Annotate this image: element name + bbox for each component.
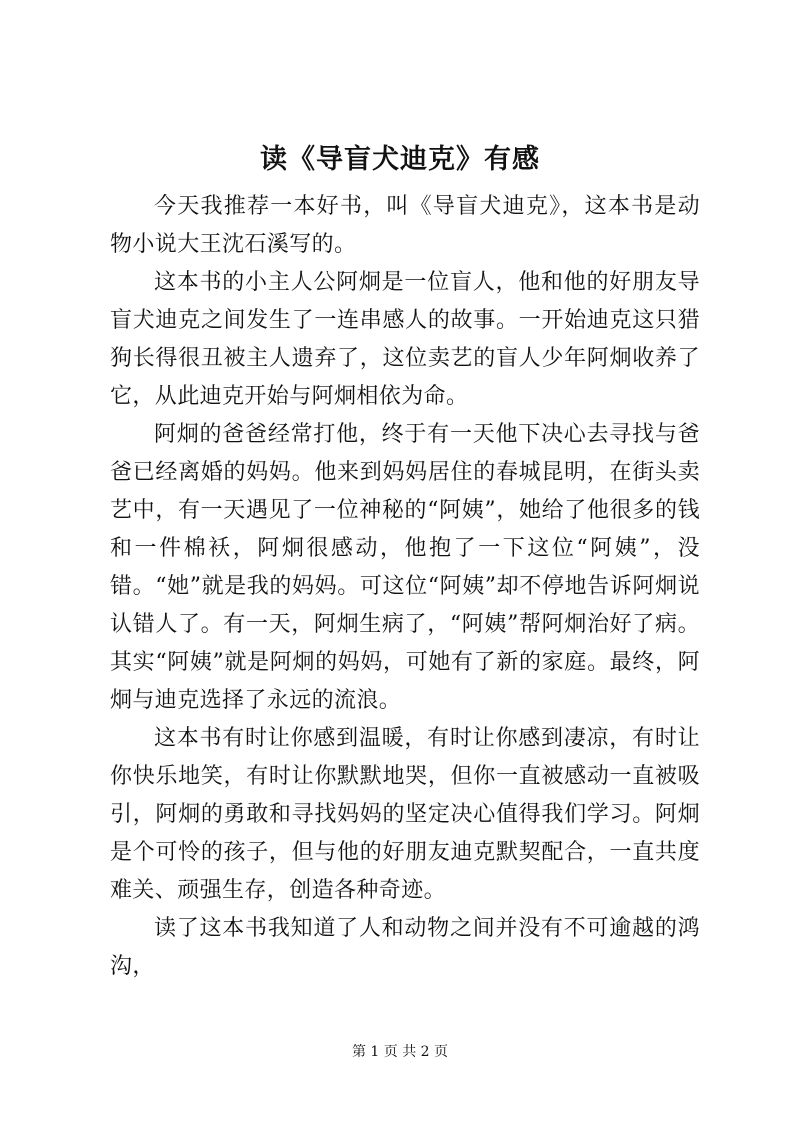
document-title: 读《导盲犬迪克》有感 [260,144,540,175]
paragraph-3: 阿炯的爸爸经常打他，终于有一天他下决心去寻找与爸爸已经离婚的妈妈。他来到妈妈居住的春城昆明，在街头卖艺中，有一天遇见了一位神秘的“阿姨”，她给了他很多的钱和一件棉袄，阿炯很感动，他抱了一下这位“阿姨”，没错。“她”就是我的妈妈。可这位“阿姨”却不停地告诉阿炯说认错人了。有一天，阿炯生病了，“阿姨”帮阿炯治好了病。其实“阿姨”就是阿炯的妈妈，可她有了新的家庭。最终，阿炯与迪克选择了永远的流浪。 [110,422,700,713]
document-body [110,188,700,986]
paragraph-2: 这本书的小主人公阿炯是一位盲人，他和他的好朋友导盲犬迪克之间发生了一连串感人的故事。一开始迪克这只猎狗长得很丑被主人遗弃了，这位卖艺的盲人少年阿炯收养了它，从此迪克开始与阿炯相依为命。 [110,270,700,409]
paragraph-5: 读了这本书我知道了人和动物之间并没有不可逾越的鸿沟， [110,916,700,979]
page-number-footer: 第 1 页 共 2 页 [351,1044,449,1060]
paragraph-1: 今天我推荐一本好书，叫《导盲犬迪克》，这本书是动物小说大王沈石溪写的。 [110,194,700,257]
paragraph-4: 这本书有时让你感到温暖，有时让你感到凄凉，有时让你快乐地笑，有时让你默默地哭，但你一直被感动一直被吸引，阿炯的勇敢和寻找妈妈的坚定决心值得我们学习。阿炯是个可怜的孩子，但与他的好朋友迪克默契配合，一直共度难关、顽强生存，创造各种奇迹。 [110,726,700,903]
